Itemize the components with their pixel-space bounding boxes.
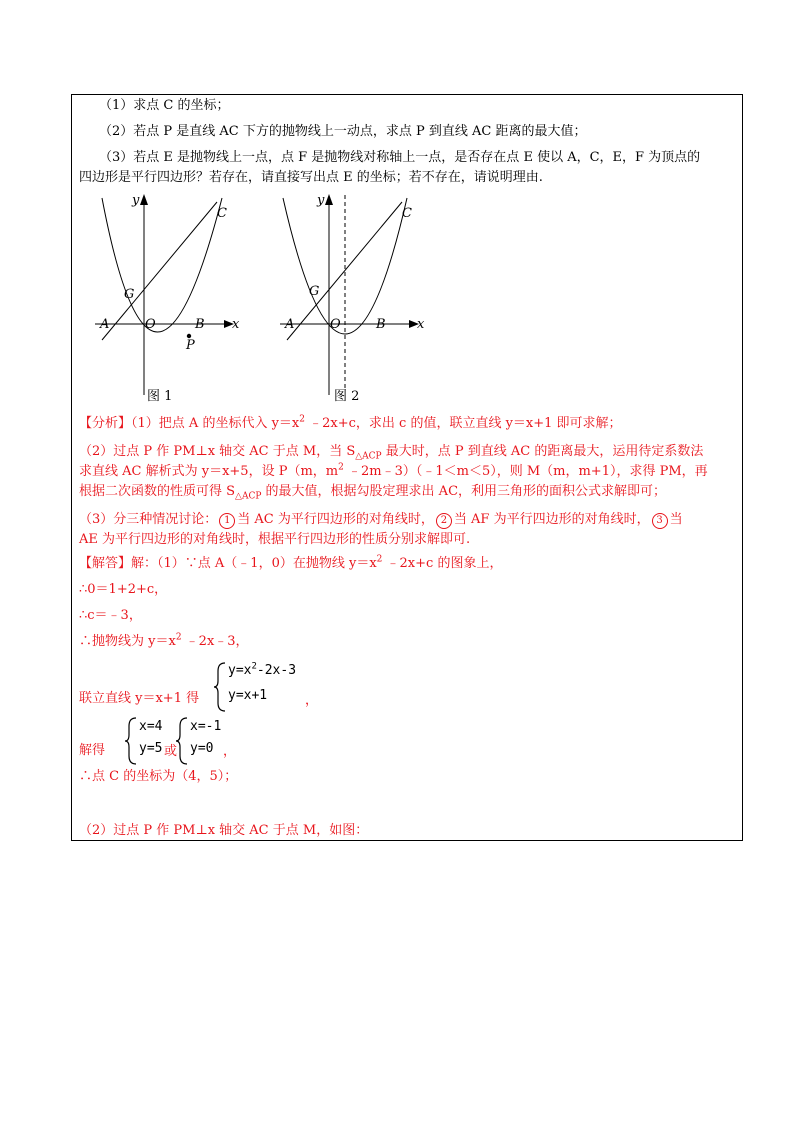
system-brace	[213, 661, 227, 713]
analysis-tag: 【分析】	[79, 416, 132, 431]
label-a: A	[285, 317, 295, 332]
circled-number-1: 1	[219, 513, 235, 529]
question-3-line-1: （3）若点 E 是抛物线上一点，点 F 是抛物线对称轴上一点，是否存在点 E 使以 A，C，E，F 为顶点的	[99, 150, 701, 165]
question-3-line-2: 四边形是平行四边形？若存在，请直接写出点 E 的坐标；若不存在，请说明理由.	[79, 170, 543, 185]
figure-1	[90, 190, 260, 408]
label-b: B	[376, 317, 386, 332]
label-o: O	[145, 317, 156, 332]
y-axis-arrow	[325, 194, 333, 205]
solution-step-8: （2）过点 P 作 PM⊥x 轴交 AC 于点 M，如图：	[79, 823, 369, 838]
analysis-part-3-line-2: AE 为平行四边形的对角线时，根据平行四边形的性质分别求解即可.	[79, 532, 471, 547]
label-a: A	[100, 317, 110, 332]
figure-2-caption: 图 2	[334, 389, 360, 404]
solution-step-1: 【解答】解：（1）∵点 A（﹣1，0）在抛物线 $y=x^2$ ﹣2x+c 的图象上，	[79, 554, 503, 571]
solution-brace-1	[124, 716, 138, 766]
label-b: B	[195, 317, 205, 332]
label-y: y	[317, 193, 325, 208]
solution-tag: 【解答】	[79, 556, 132, 571]
system-equation-1: $y=x^2-2x-3$	[228, 661, 297, 678]
label-g: G	[309, 284, 320, 299]
label-c: C	[402, 206, 412, 221]
analysis-part-3-line-1: （3）分三种情况讨论： 1 当 AC 为平行四边形的对角线时， 2 当 AF 为平行四边形的对角线时， 3 当	[79, 512, 683, 527]
label-g: G	[124, 287, 135, 302]
label-x: x	[417, 317, 425, 332]
circled-number-3: 3	[652, 513, 668, 529]
question-2: （2）若点 P 是直线 AC 下方的抛物线上一动点，求点 P 到直线 AC 距离的最大值；	[99, 124, 587, 139]
system-equation-2: y=x+1	[228, 688, 268, 703]
label-o: O	[330, 317, 341, 332]
solution-step-6: 解得	[79, 743, 106, 758]
figure-1-caption: 图 1	[147, 389, 173, 404]
question-1: （1）求点 C 的坐标；	[99, 98, 230, 113]
analysis-part-1: 【分析】（1）把点 A 的坐标代入 $y=x^2$ ﹣2x+c，求出 c 的值，联立直线 y＝x+1 即可求解；	[79, 414, 622, 431]
analysis-part-2-line-3: 根据二次函数的性质可得 $S_{\triangle ACP}$ 的最大值，根据勾股定理求出 AC，利用三角形的面积公式求解即可；	[79, 484, 667, 502]
solution-step-4: ∴抛物线为 $y=x^2$ ﹣2x﹣3，	[79, 632, 249, 649]
solution-2-x: x=-1	[190, 719, 222, 734]
comma: ，	[305, 693, 319, 708]
solution-step-5: 联立直线 y＝x+1 得	[79, 691, 200, 706]
analysis-part-2-line-1: （2）过点 P 作 PM⊥x 轴交 AC 于点 M，当 $S_{\triangle ACP}$ 最大时，点 P 到直线 AC 的距离最大，运用待定系数法	[79, 444, 704, 462]
circled-number-2: 2	[436, 513, 452, 529]
solution-step-3: ∴c＝﹣3，	[79, 608, 142, 623]
solution-2-y: y=0	[190, 741, 214, 756]
label-c: C	[217, 206, 227, 221]
solution-step-2: ∴0＝1+2+c，	[79, 582, 168, 597]
or-text: 或	[164, 744, 178, 759]
solution-1-x: x=4	[139, 719, 163, 734]
solution-1-y: y=5	[139, 741, 163, 756]
solution-brace-2	[175, 716, 189, 766]
figure-2	[275, 190, 445, 408]
label-y: y	[132, 193, 140, 208]
label-p: P	[186, 338, 195, 353]
solution-step-7: ∴点 C 的坐标为（4，5）；	[79, 769, 238, 784]
y-axis-arrow	[140, 194, 148, 205]
comma-2: ，	[223, 744, 237, 759]
analysis-part-2-line-2: 求直线 AC 解析式为 y＝x+5，设 P（m，$m^2$ ﹣2m﹣3）（﹣1＜m＜5），则 M（m，m+1），求得 PM，再	[79, 462, 708, 479]
label-x: x	[232, 317, 240, 332]
